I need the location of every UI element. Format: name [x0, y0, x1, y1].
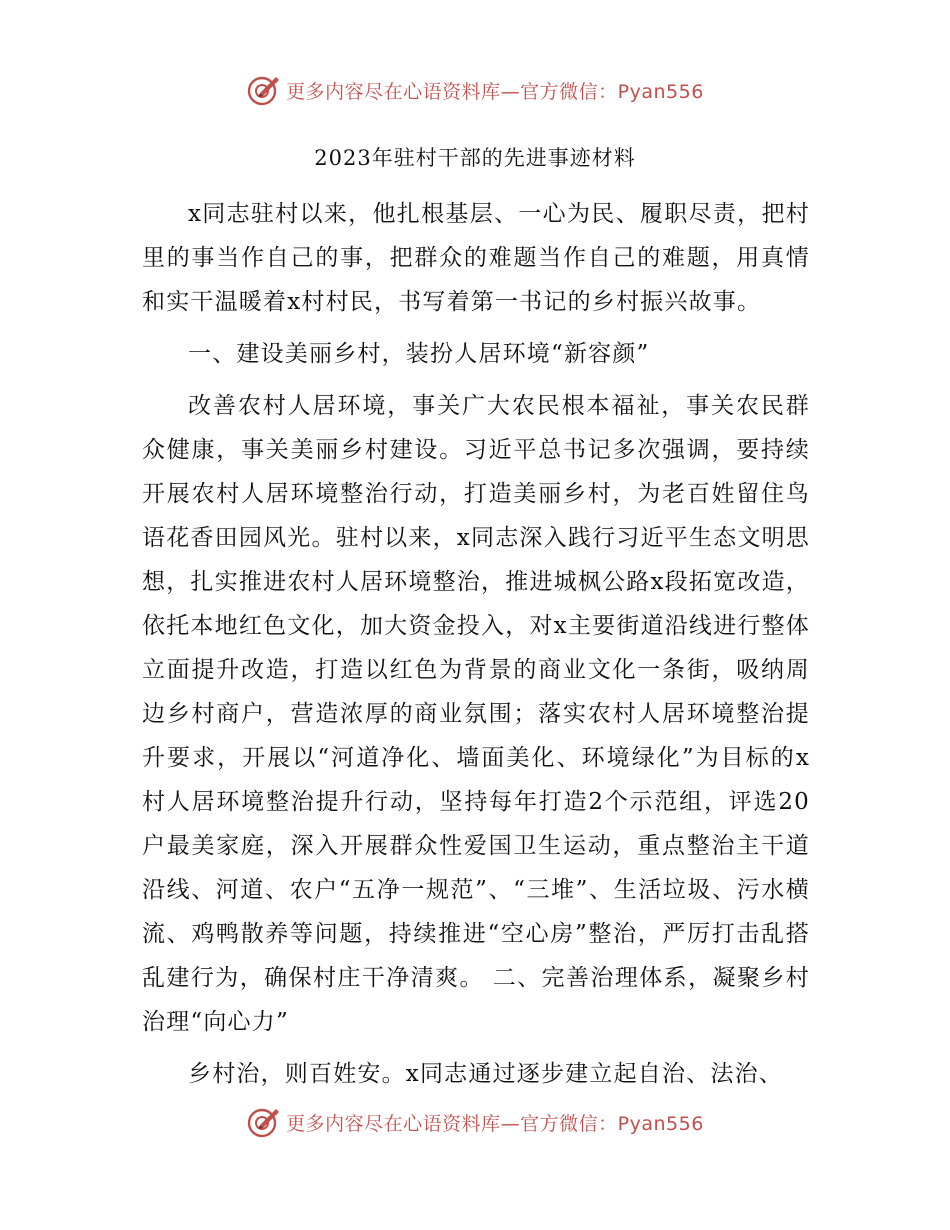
document-body [142, 192, 810, 1104]
watermark-banner-bottom [0, 1100, 950, 1144]
section-heading-1: 一、建设美丽乡村，装扮人居环境“新容颜” [188, 341, 650, 367]
watermark-text: 更多内容尽在心语资料库—官方微信：Pyan556 [286, 80, 704, 103]
logo-icon [246, 1104, 282, 1140]
document-title: 2023年驻村干部的先进事迹材料 [314, 146, 636, 170]
intro-paragraph: x同志驻村以来，他扎根基层、一心为民、履职尽责，把村里的事当作自己的事，把群众的难题当作自己的难题，用真情和实干温暖着x村村民，书写着第一书记的乡村振兴故事。 [142, 201, 810, 315]
section-1-paragraph: 改善农村人居环境，事关广大农民根本福祉，事关农民群众健康，事关美丽乡村建设。习近平总书记多次强调，要持续开展农村人居环境整治行动，打造美丽乡村，为老百姓留住鸟语花香田园风光。驻村以来，x同志深入践行习近平生态文明思想，扎实推进农村人居环境整治，推进城枫公路x段拓宽改造，依托本地红色文化，加大资金投入，对x主要街道沿线进行整体立面提升改造，打造以红色为背景的商业文化一条街，吸纳周边乡村商户，营造浓厚的商业氛围；落实农村人居环境整治提升要求，开展以“河道净化、墙面美化、环境绿化”为目标的x村人居环境整治提升行动，坚持每年打造2个示范组，评选20户最美家庭，深入开展群众性爱国卫生运动，重点整治主干道沿线、河道、农户“五净一规范”、“三堆”、生活垃圾、污水横流、鸡鸭散养等问题，持续推进“空心房”整治，严厉打击乱搭乱建行为，确保村庄干净清爽。 二、完善治理体系，凝聚乡村治理“向心力” [142, 393, 810, 1035]
watermark-text: 更多内容尽在心语资料库—官方微信：Pyan556 [286, 1112, 704, 1135]
watermark-banner-top [0, 68, 950, 112]
logo-icon [246, 72, 282, 108]
section-2-paragraph: 乡村治，则百姓安。x同志通过逐步建立起自治、法治、 [188, 1061, 783, 1087]
